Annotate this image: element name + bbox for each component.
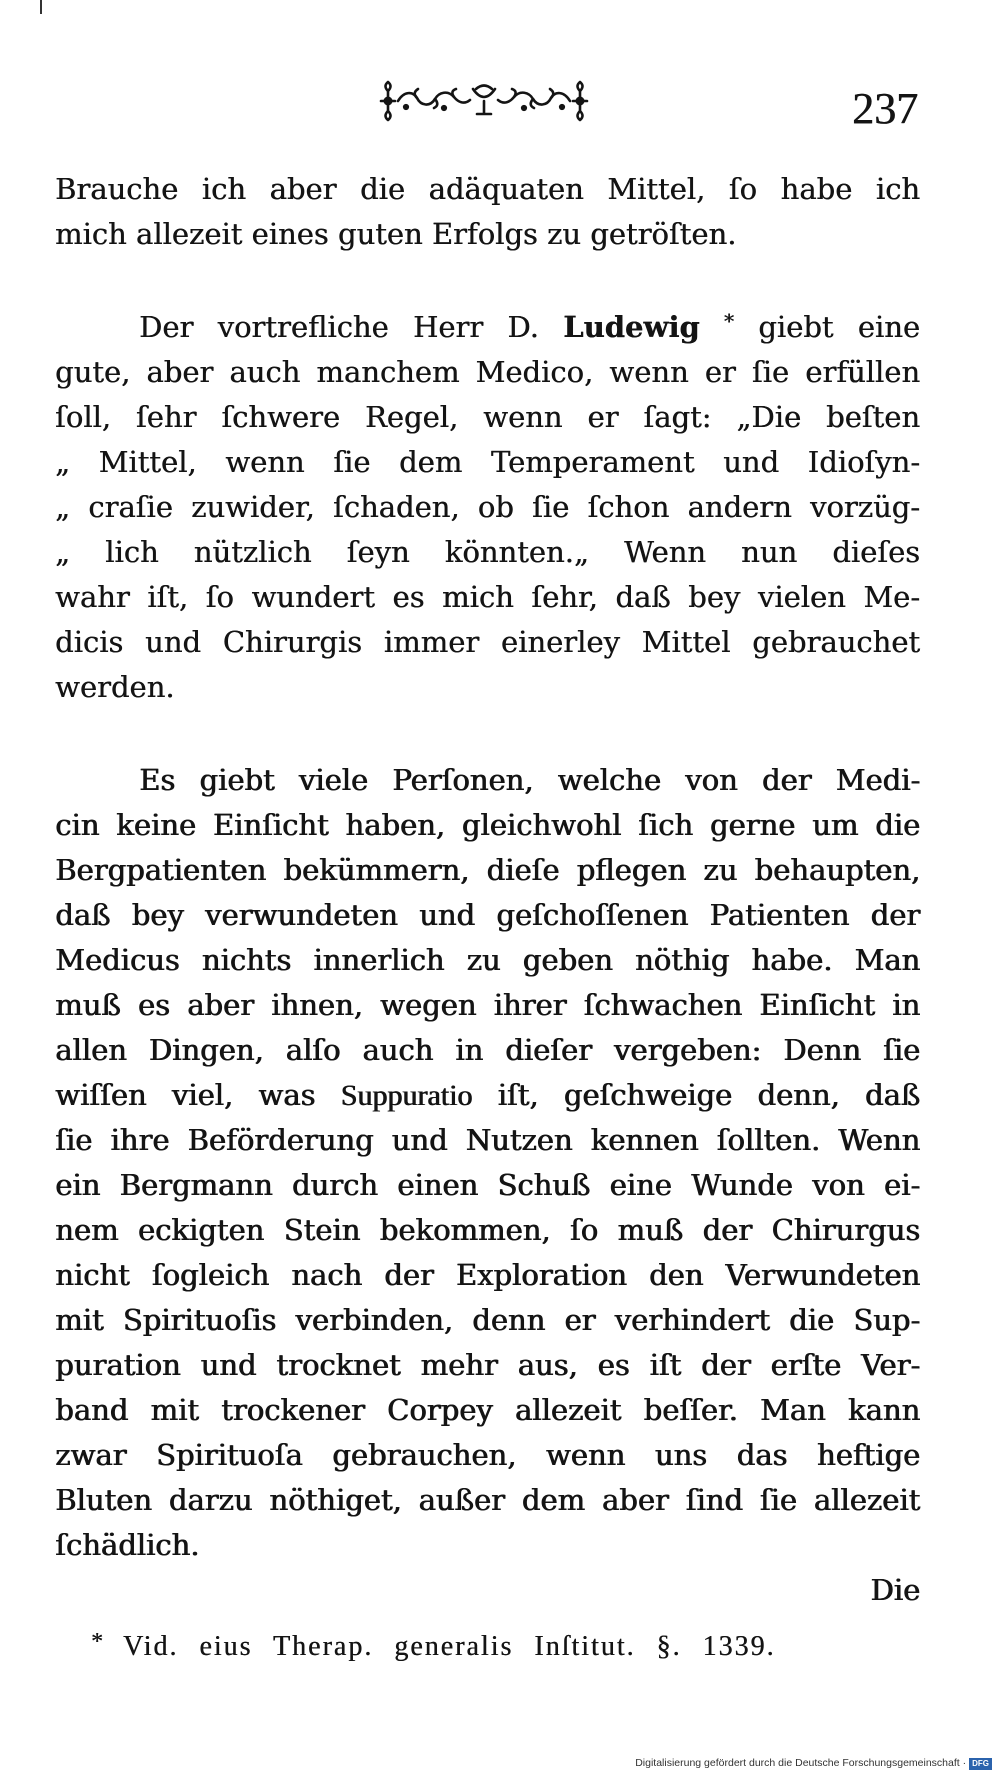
footnote-mark: * bbox=[91, 1629, 103, 1655]
text-line: muß es aber ihnen, wegen ihrer ſchwachen Einſicht in bbox=[55, 988, 920, 1022]
line-text: wiſſen viel, was bbox=[55, 1078, 316, 1112]
digitization-credit bbox=[635, 1756, 992, 1770]
line-text: iſt, geſchweige denn, daß bbox=[497, 1078, 920, 1112]
text-line: dicis und Chirurgis immer einerley Mittel gebrauchet bbox=[55, 625, 920, 659]
text-line: nicht ſogleich nach der Exploration den Verwundeten bbox=[55, 1258, 920, 1292]
page-number: 237 bbox=[852, 84, 918, 133]
text-line: „ lich nützlich ſeyn könnten.„ Wenn nun dieſes bbox=[55, 535, 920, 569]
text-line bbox=[55, 305, 920, 350]
text-line: Brauche ich aber die adäquaten Mittel, ſo habe ich bbox=[55, 172, 920, 206]
paragraph bbox=[55, 758, 920, 1613]
paragraph bbox=[55, 305, 920, 710]
body-text bbox=[55, 167, 920, 1613]
text-line: gute, aber auch manchem Medico, wenn er ſie erfüllen bbox=[55, 355, 920, 389]
text-line: allen Dingen, alſo auch in dieſer vergeben: Denn ſie bbox=[55, 1033, 920, 1067]
footnote-reference-mark: * bbox=[723, 309, 734, 333]
credit-text: Digitalisierung gefördert durch die Deutsche Forschungsgemeinschaft · bbox=[635, 1757, 967, 1769]
text-line: ein Bergmann durch einen Schuß eine Wunde von ei- bbox=[55, 1168, 920, 1202]
text-line: zwar Spirituoſa gebrauchen, wenn uns das heftige bbox=[55, 1438, 920, 1472]
author-name: Ludewig bbox=[563, 310, 700, 344]
text-line: ſie ihre Beförderung und Nutzen kennen ſollten. Wenn bbox=[55, 1123, 920, 1157]
paragraph bbox=[55, 167, 920, 257]
text-line: wahr iſt, ſo wundert es mich ſehr, daß bey vielen Me- bbox=[55, 580, 920, 614]
text-line: „ Mittel, wenn ſie dem Temperament und Idioſyn- bbox=[55, 445, 920, 479]
footnote bbox=[91, 1620, 775, 1664]
text-line bbox=[55, 1073, 920, 1118]
footnote-text: Vid. eius Therap. generalis Inſtitut. §. 1339. bbox=[123, 1631, 776, 1662]
latin-term: Suppuratio bbox=[340, 1079, 473, 1112]
scan-edge-mark bbox=[40, 0, 42, 14]
line-text: giebt eine bbox=[758, 310, 921, 344]
catchword: Die bbox=[870, 1573, 920, 1607]
text-line: puration und trocknet mehr aus, es iſt der erſte Ver- bbox=[55, 1348, 920, 1382]
text-line: mit Spirituoſis verbinden, denn er verhindert die Sup- bbox=[55, 1303, 920, 1337]
dfg-logo-icon: DFG bbox=[969, 1758, 992, 1770]
header-ornament-icon bbox=[376, 79, 592, 123]
text-line: ſchädlich. bbox=[55, 1528, 200, 1562]
text-line: cin keine Einſicht haben, gleichwohl ſich gerne um die bbox=[55, 808, 920, 842]
text-line: werden. bbox=[55, 670, 175, 704]
text-line: „ craſie zuwider, ſchaden, ob ſie ſchon andern vorzüg- bbox=[55, 490, 920, 524]
text-line: Medicus nichts innerlich zu geben nöthig habe. Man bbox=[55, 943, 920, 977]
text-line: mich allezeit eines guten Erfolgs zu getröſten. bbox=[55, 217, 737, 251]
text-line: Es giebt viele Perſonen, welche von der Medi- bbox=[139, 763, 920, 797]
text-line: Bluten darzu nöthiget, außer dem aber ſind ſie allezeit bbox=[55, 1483, 920, 1517]
text-line: ſoll, ſehr ſchwere Regel, wenn er ſagt: „Die beſten bbox=[55, 400, 920, 434]
line-text: Der vortrefliche Herr D. bbox=[139, 310, 539, 344]
text-line: band mit trockener Corpey allezeit beſſer. Man kann bbox=[55, 1393, 920, 1427]
text-line: nem eckigten Stein bekommen, ſo muß der Chirurgus bbox=[55, 1213, 920, 1247]
text-line: Bergpatienten bekümmern, dieſe pflegen zu behaupten, bbox=[55, 853, 920, 887]
text-line: daß bey verwundeten und geſchoſſenen Patienten der bbox=[55, 898, 920, 932]
